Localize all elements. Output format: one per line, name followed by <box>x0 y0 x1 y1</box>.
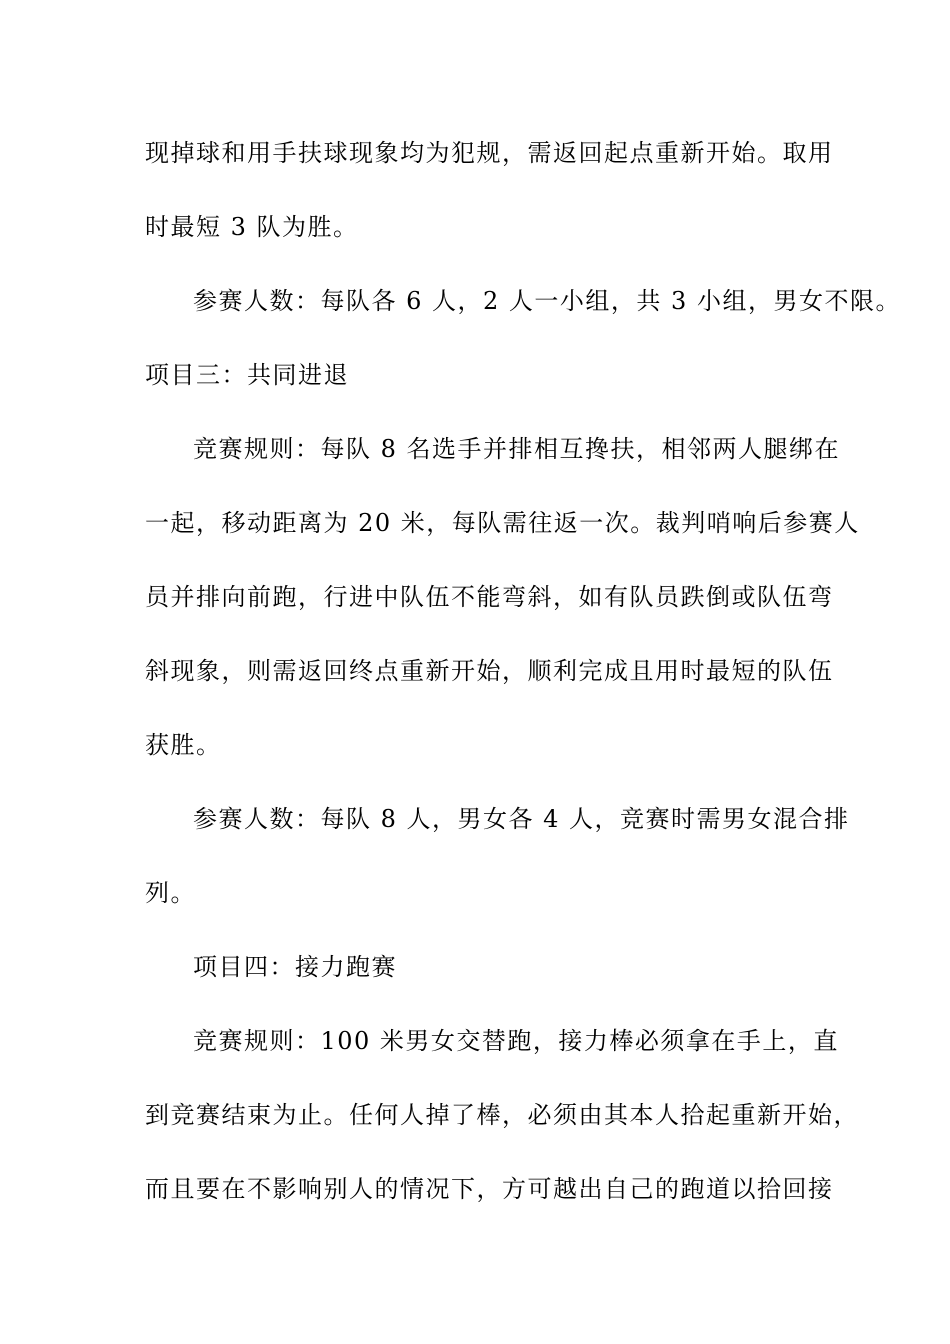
paragraph-line: 员并排向前跑，行进中队伍不能弯斜，如有队员跌倒或队伍弯 <box>145 583 834 611</box>
section-heading: 项目四：接力跑赛 <box>193 953 397 981</box>
paragraph-line: 竞赛规则：100 米男女交替跑，接力棒必须拿在手上，直 <box>193 1027 839 1055</box>
paragraph-line: 竞赛规则：每队 8 名选手并排相互搀扶，相邻两人腿绑在 <box>193 435 841 463</box>
paragraph-line: 到竞赛结束为止。任何人掉了棒，必须由其本人拾起重新开始， <box>145 1101 859 1129</box>
paragraph-line: 获胜。 <box>145 731 222 759</box>
paragraph-line: 参赛人数：每队各 6 人，2 人一小组，共 3 小组，男女不限。 <box>193 287 901 315</box>
paragraph-line: 一起，移动距离为 20 米，每队需往返一次。裁判哨响后参赛人 <box>145 509 860 537</box>
paragraph-line: 斜现象，则需返回终点重新开始，顺利完成且用时最短的队伍 <box>145 657 834 685</box>
paragraph-line: 列。 <box>145 879 196 907</box>
section-heading: 项目三：共同进退 <box>145 361 349 389</box>
paragraph-line: 现掉球和用手扶球现象均为犯规，需返回起点重新开始。取用 <box>145 139 834 167</box>
paragraph-line: 而且要在不影响别人的情况下，方可越出自己的跑道以拾回接 <box>145 1175 834 1203</box>
paragraph-line: 参赛人数：每队 8 人，男女各 4 人，竞赛时需男女混合排 <box>193 805 850 833</box>
paragraph-line: 时最短 3 队为胜。 <box>145 213 359 241</box>
